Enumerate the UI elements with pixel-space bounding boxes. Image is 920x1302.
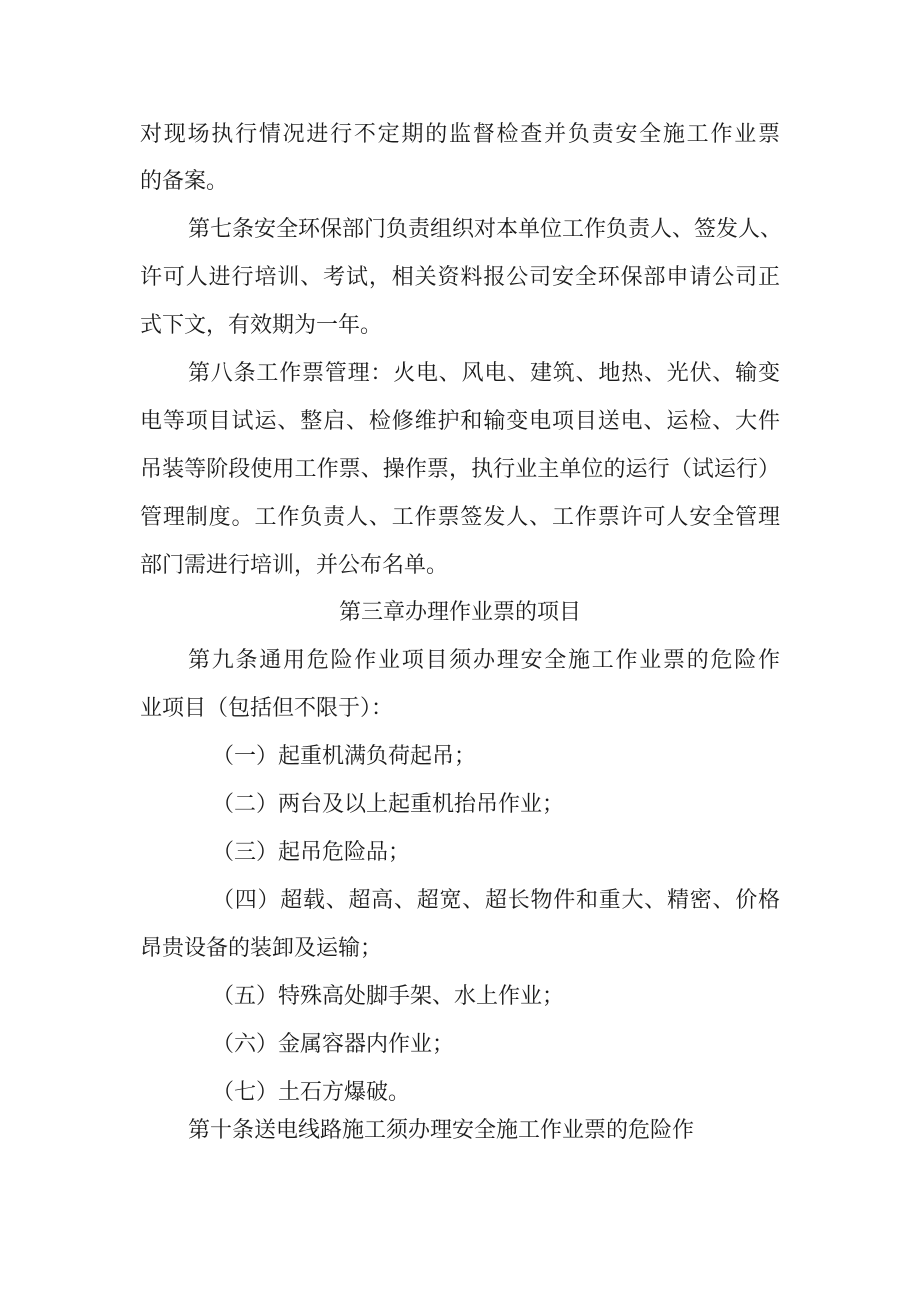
list-item: 昂贵设备的装卸及运输；: [140, 936, 383, 961]
list-item: （七）土石方爆破。: [212, 1080, 411, 1105]
article-7-line: 式下文，有效期为一年。: [140, 313, 383, 338]
article-7-line: 第七条安全环保部门负责组织对本单位工作负责人、签发人、: [188, 217, 783, 242]
list-item: （六）金属容器内作业；: [212, 1032, 455, 1057]
article-9-line: 第九条通用危险作业项目须办理安全施工作业票的危险作: [188, 648, 780, 673]
article-9-line: 业项目（包括但不限于）：: [140, 696, 394, 721]
article-8-line: 第八条工作票管理：火电、风电、建筑、地热、光伏、输变: [188, 361, 780, 386]
paragraph-line: 的备案。: [140, 169, 229, 194]
article-7-line: 许可人进行培训、考试，相关资料报公司安全环保部申请公司正: [140, 265, 780, 290]
chapter-title: 第三章办理作业票的项目: [338, 600, 581, 625]
article-8-line: 部门需进行培训，并公布名单。: [140, 553, 449, 578]
list-item: （二）两台及以上起重机抬吊作业；: [212, 792, 565, 817]
article-10-line: 第十条送电线路施工须办理安全施工作业票的危险作: [188, 1118, 695, 1143]
paragraph-line: 对现场执行情况进行不定期的监督检查并负责安全施工作业票: [140, 122, 780, 147]
article-8-line: 管理制度。工作负责人、工作票签发人、工作票许可人安全管理: [140, 505, 780, 530]
list-item: （三）起吊危险品；: [212, 840, 411, 865]
article-8-line: 吊装等阶段使用工作票、操作票，执行业主单位的运行（试运行）: [140, 457, 780, 482]
list-item: （一）起重机满负荷起吊；: [212, 744, 477, 769]
list-item: （四）超载、超高、超宽、超长物件和重大、精密、价格: [212, 888, 780, 913]
list-item: （五）特殊高处脚手架、水上作业；: [212, 984, 565, 1009]
article-8-line: 电等项目试运、整启、检修维护和输变电项目送电、运检、大件: [140, 409, 780, 434]
